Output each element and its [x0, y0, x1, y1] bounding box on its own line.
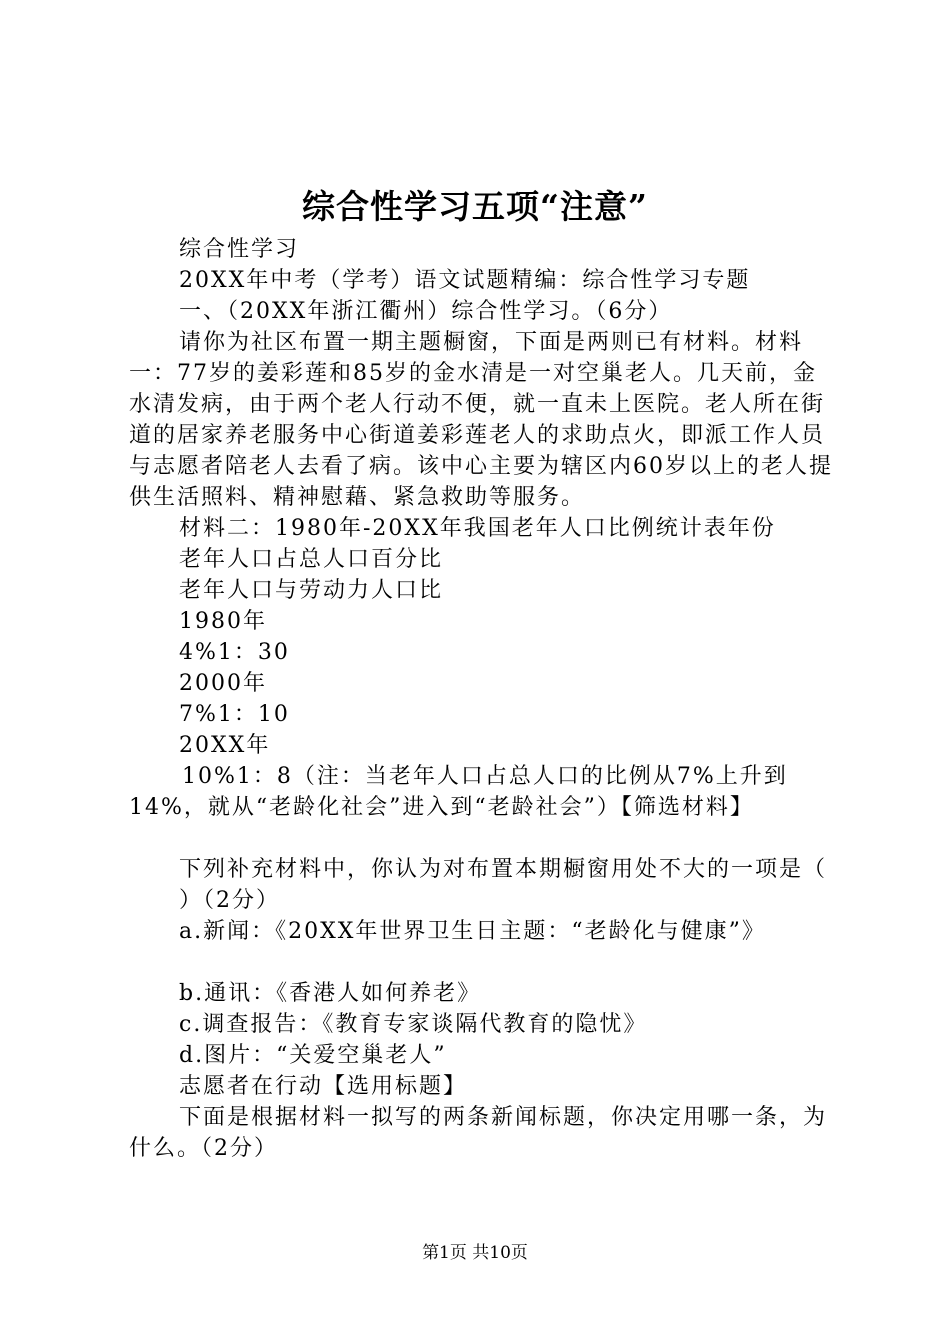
paragraph: 志愿者在行动【选用标题】	[179, 1074, 468, 1099]
document-title: 综合性学习五项“注意”	[302, 187, 648, 226]
paragraph: 20XX年中考（学考）语文试题精编：综合性学习专题	[179, 268, 751, 293]
paragraph: d.图片：“关爱空巢老人”	[179, 1043, 447, 1068]
paragraph: 2000年	[179, 671, 267, 696]
paragraph: 老年人口占总人口百分比	[179, 547, 444, 572]
paragraph: 综合性学习	[179, 237, 300, 262]
paragraph: c.调查报告：《教育专家谈隔代教育的隐忧》	[179, 1012, 648, 1037]
paragraph: a.新闻：《20XX年世界卫生日主题：“老龄化与健康”》	[179, 919, 766, 944]
paragraph: 一、（20XX年浙江衢州）综合性学习。（6分）	[179, 299, 673, 324]
paragraph: 7%1：10	[179, 702, 290, 727]
paragraph: 请你为社区布置一期主题橱窗，下面是两则已有材料。材料一：77岁的姜彩莲和85岁的金水清是一对空巢老人。几天前，金水清发病，由于两个老人行动不便，就一直未上医院。老人所在街道的居家养老服务中心街道姜彩莲老人的求助点火，即派工作人员与志愿者陪老人去看了病。该中心主要为辖区内60岁以上的老人提供生活照料、精神慰藉、紧急救助等服务。	[129, 330, 833, 510]
paragraph: 老年人口与劳动力人口比	[179, 578, 444, 603]
paragraph: 下列补充材料中，你认为对布置本期橱窗用处不大的一项是（	[179, 857, 828, 882]
paragraph: 材料二：1980年-20XX年我国老年人口比例统计表年份	[179, 516, 776, 541]
paragraph: 下面是根据材料一拟写的两条新闻标题，你决定用哪一条，为什么。（2分）	[129, 1105, 828, 1161]
page-number-footer: 第1页 共10页	[422, 1243, 528, 1263]
blank-line	[129, 823, 834, 854]
paragraph: b.通讯：《香港人如何养老》	[179, 981, 482, 1006]
paragraph: 1980年	[179, 609, 267, 634]
blank-line	[129, 947, 834, 978]
paragraph: 4%1：30	[179, 640, 290, 665]
paragraph: 20XX年	[179, 733, 271, 758]
paragraph: ）（2分）	[179, 888, 280, 913]
document-body	[129, 234, 834, 1164]
paragraph: 10%1：8（注：当老年人口占总人口的比例从7%上升到14%，就从“老龄化社会”进入到“老龄社会”）【筛选材料】	[129, 764, 788, 820]
